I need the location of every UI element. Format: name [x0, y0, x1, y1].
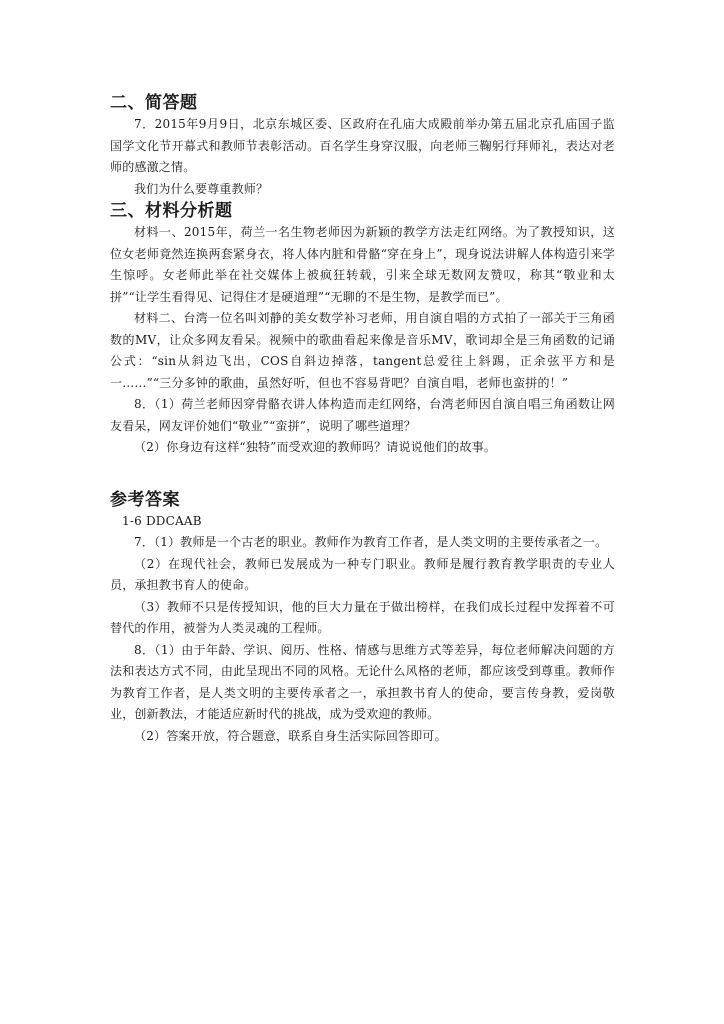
answer-7-part-3: （3）教师不只是传授知识，他的巨大力量在于做出榜样，在我们成长过程中发挥着不可替代的作用，被誉为人类灵魂的工程师。 [110, 599, 615, 635]
document-content [110, 92, 615, 747]
spacer [110, 459, 615, 489]
section-heading-material-analysis: 三、材料分析题 [110, 201, 233, 221]
answer-7-part-2: （2）在现代社会，教师已发展成为一种专门职业。教师是履行教育教学职责的专业人员，承担教书育人的使命。 [110, 556, 615, 592]
section-heading-short-answer: 二、简答题 [110, 93, 198, 113]
answer-7-part-1: 7．（1）教师是一个古老的职业。教师作为教育工作者，是人类文明的主要传承者之一。 [134, 535, 608, 549]
material-two: 材料二、台湾一位名叫刘静的美女数学补习老师，用自演自唱的方式拍了一部关于三角函数的MV，让众多网友看呆。视频中的歌曲看起来像是音乐MV，歌词却全是三角函数的记诵公式：“sin从斜边飞出，COS自斜边掉落，tangent总爱往上斜踢，正余弦平方和是一……”“三分多钟的歌曲，虽然好听，但也不容易背吧？自演自唱，老师也蛮拼的！” [110, 311, 615, 390]
answer-8-part-1: 8．（1）由于年龄、学识、阅历、性格、情感与思维方式等差异，每位老师解决问题的方法和表达方式不同，由此呈现出不同的风格。无论什么风格的老师，都应该受到尊重。教师作为教育工作者，是人类文明的主要传承者之一，承担教书育人的使命，要言传身教，爱岗敬业，创新教法，才能适应新时代的挑战，成为受欢迎的教师。 [110, 642, 615, 721]
material-one: 材料一、2015年，荷兰一名生物老师因为新颖的教学方法走红网络。为了教授知识，这位女老师竟然连换两套紧身衣，将人体内脏和骨骼“穿在身上”，现身说法讲解人体构造引来学生惊呼。女老师此举在社交媒体上被疯狂转载，引来全球无数网友赞叹，称其“敬业和太拼”“让学生看得见、记得住才是硬道理”“无聊的不是生物，是教学而已”。 [110, 225, 615, 304]
question-7-prompt: 我们为什么要尊重教师？ [134, 181, 269, 196]
question-8-part-1: 8．（1）荷兰老师因穿骨骼衣讲人体构造而走红网络，台湾老师因自演自唱三角函数让网友看呆，网友评价她们“敬业”“蛮拼”，说明了哪些道理？ [110, 397, 615, 433]
answers-heading: 参考答案 [110, 489, 180, 510]
answer-8-part-2: （2）答案开放，符合题意，联系自身生活实际回答即可。 [134, 728, 447, 743]
question-7-text: 7．2015年9月9日，北京东城区委、区政府在孔庙大成殿前举办第五届北京孔庙国子监国学文化节开幕式和教师节表彰活动。百名学生身穿汉服，向老师三鞠躬行拜师礼，表达对老师的感激之情。 [110, 117, 615, 174]
answer-1-6: 1-6 DDCAAB [122, 513, 202, 528]
question-8-part-2: （2）你身边有这样“独特”而受欢迎的教师吗？请说说他们的故事。 [134, 440, 497, 454]
